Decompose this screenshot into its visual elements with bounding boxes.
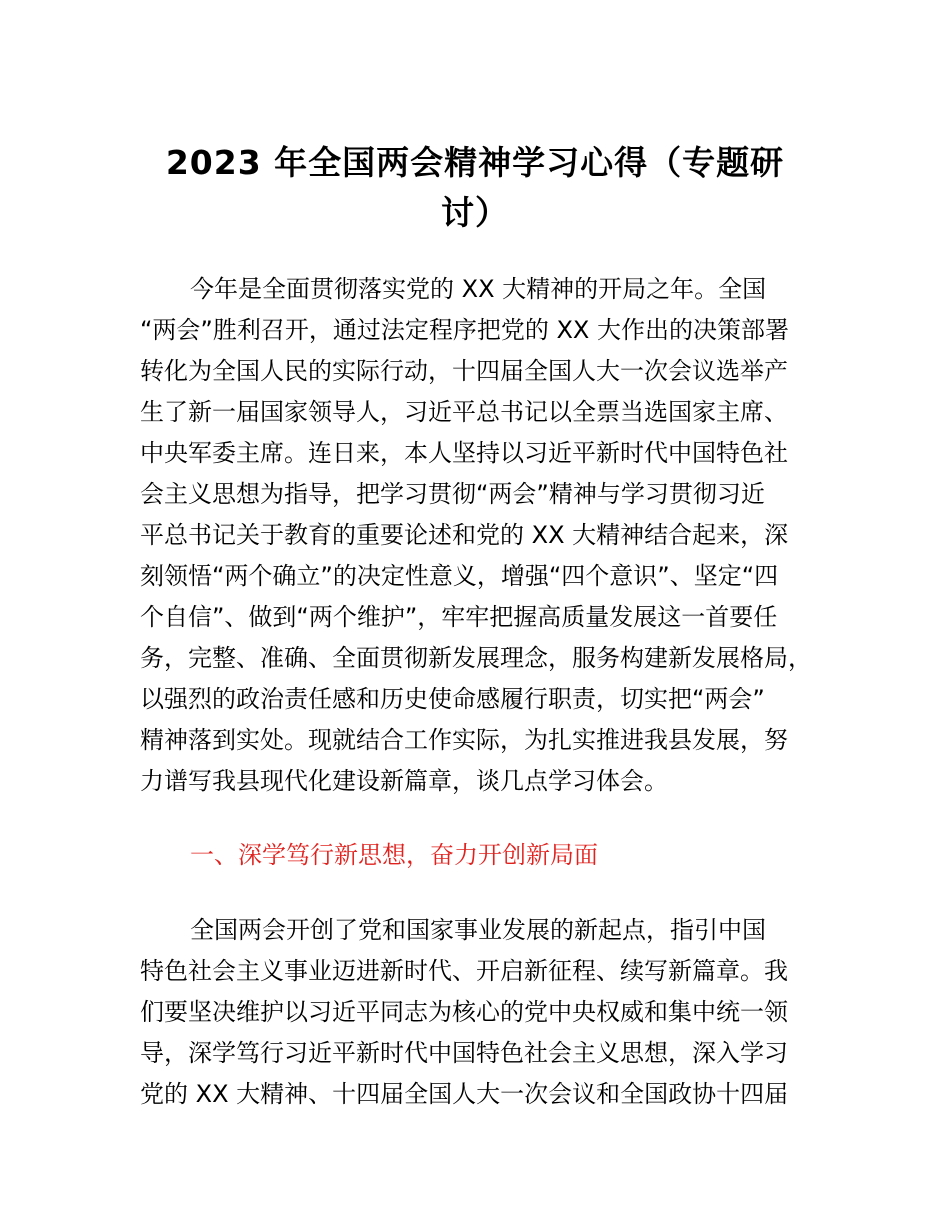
paragraph-line: 中央军委主席。连日来，本人坚持以习近平新时代中国特色社	[140, 439, 788, 467]
paragraph-line: 会主义思想为指导，把学习贯彻“两会”精神与学习贯彻习近	[140, 480, 765, 508]
section-heading: 一、深学笃行新思想，奋力开创新局面	[190, 841, 598, 869]
title-line-2: 讨）	[441, 193, 509, 232]
paragraph-line: 们要坚决维护以习近平同志为核心的党中央权威和集中统一领	[140, 998, 788, 1026]
paragraph-line: 生了新一届国家领导人，习近平总书记以全票当选国家主席、	[140, 398, 788, 426]
paragraph-line: 导，深学笃行习近平新时代中国特色社会主义思想，深入学习	[140, 1039, 788, 1067]
paragraph-line: 转化为全国人民的实际行动，十四届全国人大一次会议选举产	[140, 357, 788, 385]
paragraph-line: 精神落到实处。现就结合工作实际，为扎实推进我县发展，努	[140, 726, 788, 754]
title-line-1: 2023 年全国两会精神学习心得（专题研	[165, 143, 785, 182]
paragraph-line: 个自信”、做到“两个维护”，牢牢把握高质量发展这一首要任	[140, 603, 778, 631]
paragraph-line: 特色社会主义事业迈进新时代、开启新征程、续写新篇章。我	[140, 957, 788, 985]
paragraph-line: “两会”胜利召开，通过法定程序把党的 XX 大作出的决策部署	[140, 316, 790, 344]
paragraph-line: 平总书记关于教育的重要论述和党的 XX 大精神结合起来，深	[140, 521, 789, 549]
paragraph-line: 刻领悟“两个确立”的决定性意义，增强“四个意识”、坚定“四	[140, 562, 779, 590]
document-title	[140, 138, 810, 238]
paragraph-line: 党的 XX 大精神、十四届全国人大一次会议和全国政协十四届	[140, 1080, 789, 1108]
paragraph-line: 以强烈的政治责任感和历史使命感履行职责，切实把“两会”	[140, 685, 765, 713]
paragraph-line: 力谱写我县现代化建设新篇章，谈几点学习体会。	[140, 767, 668, 795]
paragraph-line: 务，完整、准确、全面贯彻新发展理念，服务构建新发展格局，	[140, 644, 812, 672]
paragraph-line: 全国两会开创了党和国家事业发展的新起点，指引中国	[190, 916, 766, 944]
paragraph-line: 今年是全面贯彻落实党的 XX 大精神的开局之年。全国	[190, 275, 767, 303]
